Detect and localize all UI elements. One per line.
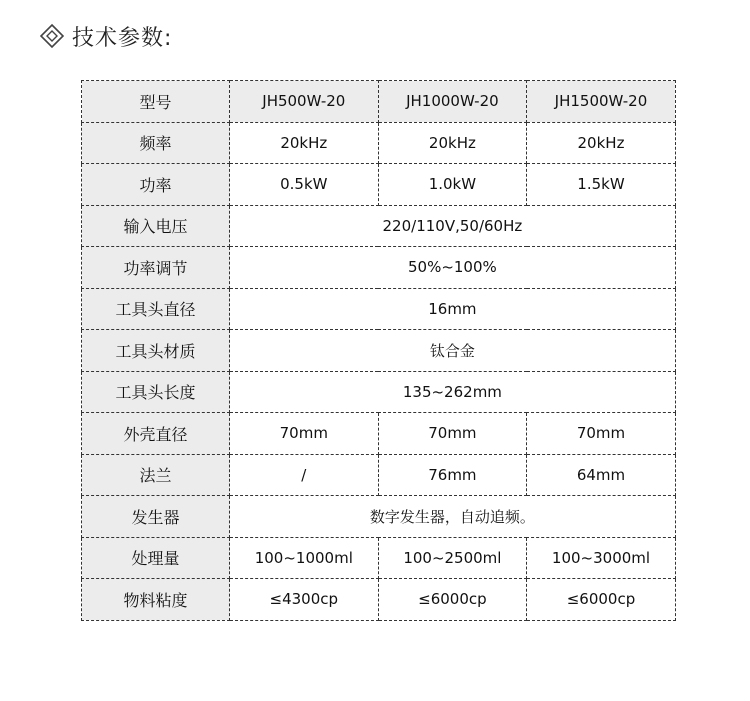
table-cell: 20kHz — [527, 122, 676, 164]
row-label: 物料粘度 — [82, 579, 230, 621]
table-cell: 钛合金 — [230, 330, 676, 372]
row-label: 工具头长度 — [82, 371, 230, 413]
table-cell: ≤6000cp — [527, 579, 676, 621]
row-label: 法兰 — [82, 454, 230, 496]
table-cell: 135~262mm — [230, 371, 676, 413]
page-title: 技术参数: — [72, 25, 173, 51]
table-cell: 50%~100% — [230, 247, 676, 289]
spec-table — [81, 80, 676, 621]
table-cell: 20kHz — [230, 122, 379, 164]
table-header-row — [82, 81, 676, 123]
column-header: JH500W-20 — [230, 81, 379, 123]
diamond-icon — [38, 22, 66, 50]
table-cell: 0.5kW — [230, 164, 379, 206]
row-label: 发生器 — [82, 496, 230, 538]
row-label: 处理量 — [82, 537, 230, 579]
table-row — [82, 330, 676, 372]
row-label: 功率 — [82, 164, 230, 206]
row-label: 频率 — [82, 122, 230, 164]
table-row — [82, 537, 676, 579]
table-cell: 100~1000ml — [230, 537, 379, 579]
table-row — [82, 371, 676, 413]
table-row — [82, 247, 676, 289]
table-row — [82, 205, 676, 247]
table-cell: 70mm — [527, 413, 676, 455]
table-cell: 76mm — [378, 454, 527, 496]
table-row — [82, 579, 676, 621]
column-header: JH1000W-20 — [378, 81, 527, 123]
table-cell: 70mm — [378, 413, 527, 455]
table-row — [82, 454, 676, 496]
table-row — [82, 496, 676, 538]
table-cell: 数字发生器，自动追频。 — [230, 496, 676, 538]
row-label: 型号 — [82, 81, 230, 123]
table-cell: 100~3000ml — [527, 537, 676, 579]
table-cell: 64mm — [527, 454, 676, 496]
table-cell: ≤6000cp — [378, 579, 527, 621]
table-row — [82, 164, 676, 206]
table-cell: 16mm — [230, 288, 676, 330]
row-label: 输入电压 — [82, 205, 230, 247]
table-row — [82, 288, 676, 330]
table-cell: 70mm — [230, 413, 379, 455]
table-row — [82, 413, 676, 455]
table-row — [82, 122, 676, 164]
row-label: 功率调节 — [82, 247, 230, 289]
table-cell: 1.5kW — [527, 164, 676, 206]
row-label: 外壳直径 — [82, 413, 230, 455]
table-cell: 20kHz — [378, 122, 527, 164]
table-cell: 1.0kW — [378, 164, 527, 206]
table-cell: / — [230, 454, 379, 496]
row-label: 工具头直径 — [82, 288, 230, 330]
section-heading — [38, 20, 172, 52]
table-cell: ≤4300cp — [230, 579, 379, 621]
column-header: JH1500W-20 — [527, 81, 676, 123]
table-cell: 220/110V,50/60Hz — [230, 205, 676, 247]
table-cell: 100~2500ml — [378, 537, 527, 579]
row-label: 工具头材质 — [82, 330, 230, 372]
